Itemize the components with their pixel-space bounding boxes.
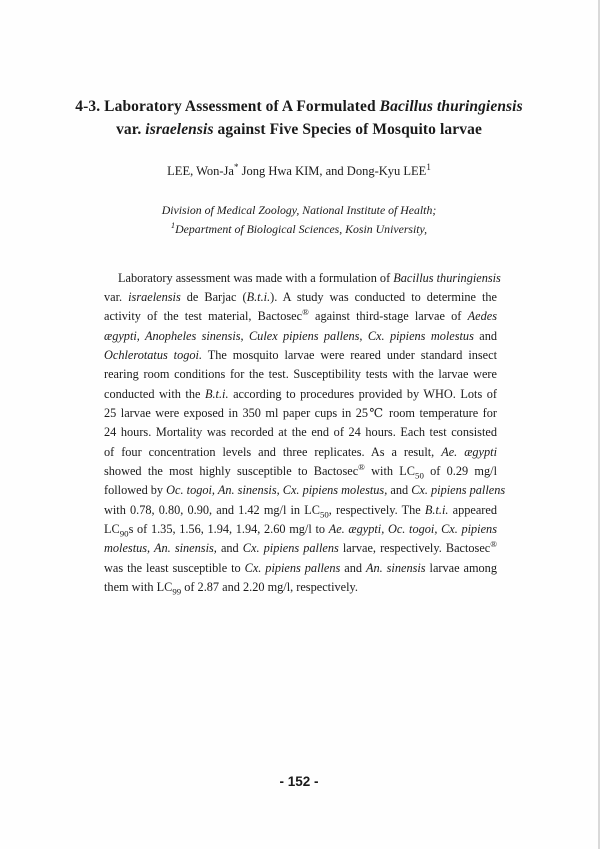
title-species: Bacillus thuringiensis [379,98,523,115]
text: with LC [364,464,416,478]
text: of 2.87 and 2.20 mg/l, respectively. [181,580,358,594]
text: LC [104,522,120,536]
abstract-line [104,462,497,481]
species-name: Cx. pipiens pallens [244,561,341,575]
affiliation-mark: 1 [170,220,176,231]
abstract-line [104,385,497,404]
species-name: Cx. pipiens pallens [242,541,339,555]
paper-title-line-2 [60,119,538,141]
subscript: 99 [172,586,182,597]
species-name: Ae. ægypti, Oc. togoi, Cx. pipiens [328,522,497,536]
species-name: Bacillus thuringiensis [393,271,501,285]
title-species: israelensis [145,121,214,138]
text: appeared [448,503,498,517]
text: of four concentration levels and three replicates. As a result, [104,445,442,459]
text: ). A study was conducted to determine the [270,290,498,304]
author-mark: 1 [426,161,431,172]
abbrev: B.t.i. [424,503,449,517]
text: was the least susceptible to [104,561,245,575]
text: them with LC [104,580,173,594]
species-name: molestus, An. sinensis, [104,541,217,555]
abstract-line [104,346,497,365]
abstract-line: 25 larvae were exposed in 350 ml paper cups in 25℃ room temperature for [104,406,497,420]
species-name: Cx. pipiens pallens [411,483,506,497]
affiliation-1: Division of Medical Zoology, National Institute of Health; [161,203,437,217]
registered-mark: ® [302,306,309,317]
abstract-line [104,481,506,500]
paper-title-line-1 [60,96,538,118]
affiliation-2 [40,222,558,237]
text: and [473,329,497,343]
species-name: Oc. togoi, An. sinensis, Cx. pipiens molestus, [166,483,388,497]
author-list [40,161,558,179]
title-text: 4-3. Laboratory Assessment of A Formulated [75,98,380,115]
author-mark: * [233,161,239,172]
text: Laboratory assessment was made with a formulation of [118,271,394,285]
species-name: Ochlerotatus togoi. [104,348,203,362]
text: and [387,483,412,497]
abstract-line: 24 hours. Mortality was recorded at the end of 24 hours. Each test consisted [104,425,497,439]
text: The mosquito larvae were reared under standard insect [202,348,497,362]
abstract-line: rearing room conditions for the test. Susceptibility tests with the larvae were [104,367,497,381]
subscript: 50 [415,470,424,481]
subscript: 90 [119,528,129,539]
affiliation-text: Department of Biological Sciences, Kosin University, [175,222,428,236]
subscript: 50 [319,509,329,520]
text: followed by [104,483,167,497]
text: var. [104,290,129,304]
text: of 0.29 mg/l [423,464,497,478]
text: according to procedures provided by WHO. Lots of [228,387,497,401]
abstract-line [104,327,497,346]
text: and [340,561,366,575]
text: against third-stage larvae of [308,309,468,323]
text: , respectively. The [328,503,425,517]
text: s of 1.35, 1.56, 1.94, 1.94, 2.60 mg/l to [128,522,329,536]
abstract-line [104,578,497,597]
registered-mark: ® [490,538,497,549]
abstract-line [104,288,497,307]
abstract-line [104,559,497,578]
abstract-line [104,269,501,288]
species-name: An. sinensis [365,561,426,575]
page-number: - 152 - [279,774,319,789]
text: de Barjac ( [180,290,247,304]
abbrev: B.t.i. [204,387,229,401]
species-name: ægypti, Anopheles sinensis, Culex pipiens pallens, Cx. pipiens molestus [104,329,474,343]
text: showed the most highly susceptible to Bactosec [104,464,359,478]
abstract-line [104,520,497,539]
abbrev: B.t.i. [246,290,271,304]
author-name: Jong Hwa KIM, and Dong-Kyu LEE [238,164,427,178]
title-text: var. [116,121,146,138]
title-text: against Five Species of Mosquito larvae [213,121,482,138]
author-name: LEE, Won-Ja [167,164,234,178]
abstract-line [104,443,497,462]
species-name: israelensis [128,290,181,304]
registered-mark: ® [358,461,365,472]
abstract-line [104,307,497,326]
text: and [216,541,243,555]
text: larvae, respectively. Bactosec [338,541,491,555]
text: larvae among [425,561,497,575]
text: with 0.78, 0.80, 0.90, and 1.42 mg/l in LC [104,503,320,517]
abstract-line [104,539,497,558]
abstract-line [104,501,497,520]
species-name: Aedes [467,309,497,323]
text: conducted with the [104,387,205,401]
species-name: Ae. ægypti [441,445,497,459]
text: activity of the test material, Bactosec [104,309,303,323]
